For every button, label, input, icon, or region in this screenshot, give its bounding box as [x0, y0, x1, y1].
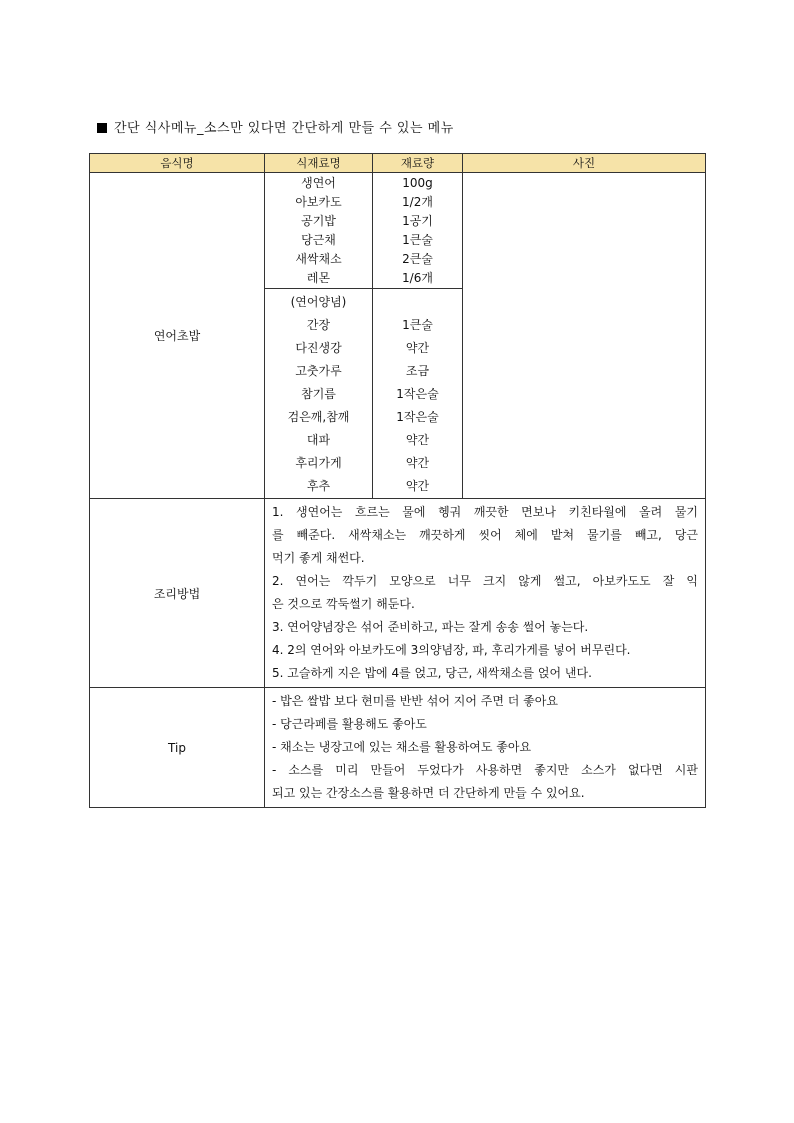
seasoning-name: 고춧가루	[295, 364, 342, 378]
photo-cell	[463, 173, 706, 499]
ingredient-name: 당근채	[301, 233, 336, 247]
seasoning-name: 다진생강	[295, 341, 342, 355]
seasoning-name: (연어양념)	[290, 295, 347, 309]
ingredient-name: 새싹채소	[295, 252, 342, 266]
tip-label: Tip	[90, 688, 265, 808]
seasoning-amount: 1작은술	[396, 387, 439, 401]
method-label: 조리방법	[90, 499, 265, 688]
method-line: 4. 2의 연어와 아보카도에 3의양념장, 파, 후리가게를 넣어 버무린다.	[272, 643, 631, 657]
header-dish-name: 음식명	[90, 154, 265, 173]
tip-line: - 당근라페를 활용해도 좋아도	[272, 717, 427, 731]
seasoning-names	[265, 289, 373, 499]
document-title	[97, 117, 454, 136]
seasoning-name: 후추	[306, 479, 331, 493]
ingredient-name: 공기밥	[301, 214, 336, 228]
header-ingredient-name: 식재료명	[265, 154, 373, 173]
table-header-row	[90, 154, 706, 173]
seasoning-amount: 약간	[405, 341, 430, 355]
header-amount: 재료량	[373, 154, 463, 173]
method-line: 2. 연어는 깍두기 모양으로 너무 크지 않게 썰고, 아보카도도 잘 익	[272, 574, 698, 588]
square-bullet-icon	[97, 123, 107, 133]
seasoning-name: 참기름	[301, 387, 336, 401]
tip-row	[90, 688, 706, 808]
ingredient-amount: 1/6개	[402, 271, 433, 285]
seasoning-amount: 약간	[405, 433, 430, 447]
method-line: 은 것으로 깍둑썰기 해둔다.	[272, 597, 415, 611]
method-text	[265, 499, 706, 688]
recipe-table	[89, 153, 706, 808]
seasoning-amount: 1작은술	[396, 410, 439, 424]
ingredient-amount: 2큰술	[402, 252, 433, 266]
ingredient-name: 아보카도	[295, 195, 342, 209]
tip-line: - 채소는 냉장고에 있는 채소를 활용하여도 좋아요	[272, 740, 532, 754]
ingredients-row	[90, 173, 706, 289]
seasoning-amount: 1큰술	[402, 318, 433, 332]
method-line: 를 빼준다. 새싹채소는 깨끗하게 씻어 체에 밭쳐 물기를 빼고, 당근	[272, 528, 698, 542]
seasoning-name: 후리가게	[295, 456, 342, 470]
ingredient-amount: 1큰술	[402, 233, 433, 247]
seasoning-amounts	[373, 289, 463, 499]
ingredient-names	[265, 173, 373, 289]
tip-line: 되고 있는 간장소스를 활용하면 더 간단하게 만들 수 있어요.	[272, 786, 585, 800]
dish-name-cell: 연어초밥	[90, 173, 265, 499]
seasoning-name: 대파	[306, 433, 331, 447]
ingredient-amount: 100g	[402, 176, 433, 190]
seasoning-amount: 약간	[405, 456, 430, 470]
title-text: 간단 식사메뉴_소스만 있다면 간단하게 만들 수 있는 메뉴	[114, 121, 454, 136]
tip-line: - 소스를 미리 만들어 두었다가 사용하면 좋지만 소스가 없다면 시판	[272, 763, 698, 777]
tip-text	[265, 688, 706, 808]
seasoning-name: 간장	[306, 318, 331, 332]
seasoning-amount	[373, 291, 462, 314]
method-line: 5. 고슬하게 지은 밥에 4를 얹고, 당근, 새싹채소를 얹어 낸다.	[272, 666, 592, 680]
seasoning-amount: 조금	[405, 364, 430, 378]
method-line: 1. 생연어는 흐르는 물에 헹궈 깨끗한 면보나 키친타월에 올려 물기	[272, 505, 698, 519]
ingredient-amount: 1공기	[402, 214, 433, 228]
ingredient-name: 생연어	[301, 176, 336, 190]
ingredient-amounts	[373, 173, 463, 289]
method-line: 먹기 좋게 채썬다.	[272, 551, 365, 565]
seasoning-amount: 약간	[405, 479, 430, 493]
method-row	[90, 499, 706, 688]
header-photo: 사진	[463, 154, 706, 173]
seasoning-name: 검은깨,참깨	[287, 410, 350, 424]
tip-line: - 밥은 쌀밥 보다 현미를 반반 섞어 지어 주면 더 좋아요	[272, 694, 558, 708]
method-line: 3. 연어양념장은 섞어 준비하고, 파는 잘게 송송 썰어 놓는다.	[272, 620, 589, 634]
ingredient-amount: 1/2개	[402, 195, 433, 209]
ingredient-name: 레몬	[306, 271, 331, 285]
